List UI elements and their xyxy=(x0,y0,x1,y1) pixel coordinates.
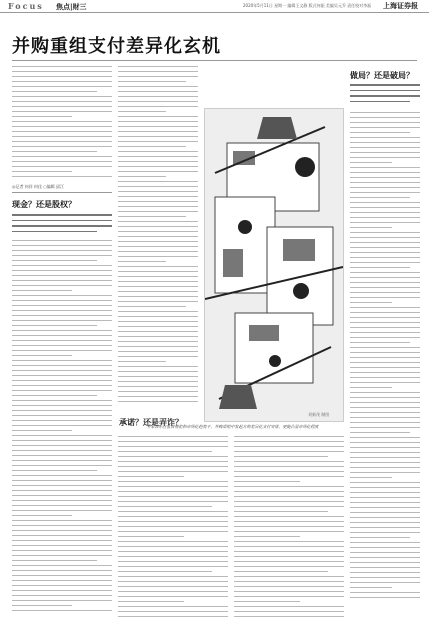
right-column-text xyxy=(350,112,420,620)
paper-name: 上海证券报 xyxy=(383,1,418,10)
left-intro-bold xyxy=(12,214,112,236)
left-column-text xyxy=(12,240,112,620)
subhead-bottom: 承诺？还是弄诈？ xyxy=(119,418,183,427)
section-label: 焦点|财三 xyxy=(56,3,87,11)
issue-info: 2020年5月11日 星期一 编辑王文静 版式何振 美编吴元乔 责任校对李磊 xyxy=(243,3,372,8)
byline: ◎记者 何祥 何佳 ○编辑 邱江 xyxy=(12,184,65,189)
illustration xyxy=(204,108,344,422)
illustration-caption: 专家表示在监管规范和市场化趋势下，并购重组中发起方的差异化支付安排，更能凸显市场化程度 xyxy=(146,424,319,429)
bottom-right-text xyxy=(234,436,344,620)
middle-column-text xyxy=(118,66,198,412)
illustration-credit: 刘新茂 制图 xyxy=(308,412,330,417)
left-rule xyxy=(12,192,112,193)
brand-label: Focus xyxy=(8,1,44,11)
subhead-left: 现金？还是股权？ xyxy=(12,200,76,209)
illustration-art xyxy=(205,109,343,421)
page-header xyxy=(0,0,429,13)
bottom-left-text xyxy=(118,436,228,620)
subhead-right: 做局？还是破局？ xyxy=(350,71,414,80)
headline: 并购重组支付差异化玄机 xyxy=(12,36,221,57)
intro-text xyxy=(12,66,112,182)
headline-rule xyxy=(12,60,417,61)
right-intro-bold xyxy=(350,84,420,108)
